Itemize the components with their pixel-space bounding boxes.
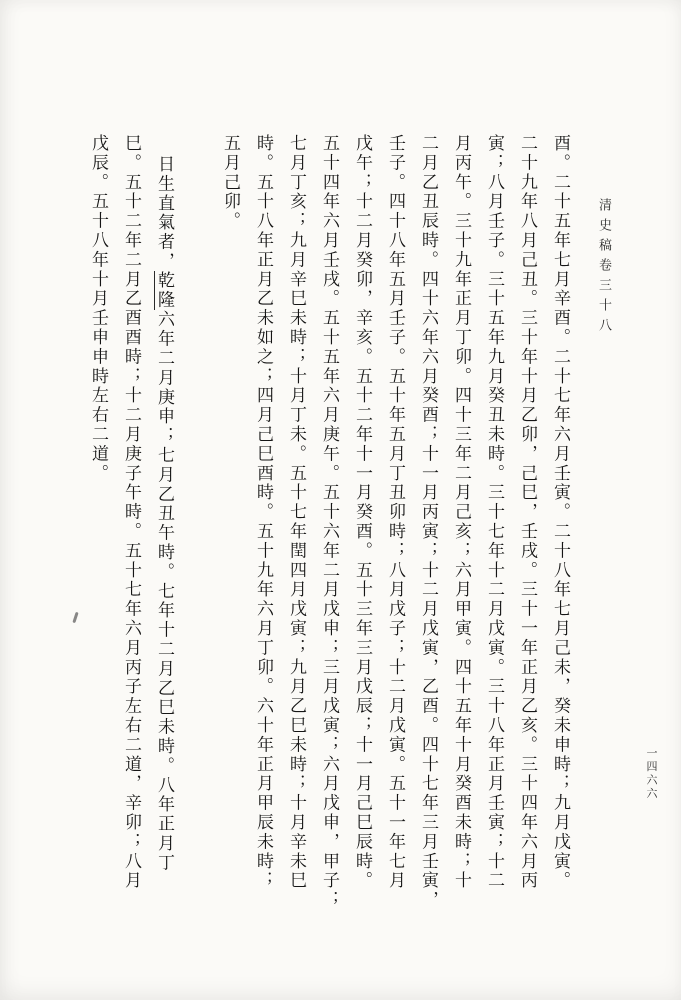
volume-title: 清史稿卷三十八: [597, 198, 612, 338]
text-column: 戊辰。五十八年十月壬申申時左右二道。: [89, 134, 108, 484]
page-number: 一四六六: [645, 747, 657, 801]
text-column: 五十四年六月壬戌。五十五年六月庚午。五十六年二月戊申；三月戊寅；六月戊申，甲子；: [320, 134, 339, 910]
text-column: 壬子。四十八年五月壬子。五十年五月丁丑卯時；八月戊子；十二月戊寅。五十一年七月: [386, 134, 405, 891]
paragraph-start-column: [148, 134, 181, 947]
era-name-proper-noun-mark: 乾隆: [155, 271, 174, 311]
text-column: 二月乙丑辰時。四十六年六月癸酉；十一月丙寅；十二月戊寅，乙酉。四十七年三月壬寅，: [419, 134, 438, 910]
text-column: 二十九年八月己丑。三十年十月乙卯，己巳，壬戌。三十一年正月乙亥。三十四年六月丙: [518, 134, 537, 891]
scan-artifact-speck: [72, 612, 78, 623]
text-column: 時。五十八年正月乙未如之；四月己巳酉時。五十九年六月丁卯。六十年正月甲辰未時；: [254, 134, 273, 891]
text-column: 巳。五十二年二月乙酉酉時；十二月庚子午時。五十七年六月丙子左右二道，辛卯；八月: [122, 134, 141, 891]
text-column: 五月己卯。: [221, 134, 240, 231]
paragraph-lead-text: 日生直氣者，: [155, 155, 174, 272]
paragraph-gap: [181, 134, 214, 926]
text-column: 戊午；十二月癸卯，辛亥。五十二年十一月癸酉。五十三年三月戊辰；十一月己巳辰時。: [353, 134, 372, 891]
paragraph-continuation-text: 六年二月庚申；七月乙丑午時。七年十二月乙巳未時。八年正月丁: [155, 310, 174, 873]
main-text-block: [82, 134, 577, 926]
text-column: 酉。二十五年七月辛酉。二十七年六月壬寅。二十八年七月己未，癸未申時；九月戊寅。: [551, 134, 570, 891]
text-column: 七月丁亥；九月辛巳未時；十月丁未。五十七年閏四月戊寅；九月乙巳未時；十月辛未巳: [287, 134, 306, 891]
text-column: 月丙午。三十九年正月丁卯。四十三年二月己亥；六月甲寅。四十五年十月癸酉未時；十: [452, 134, 471, 891]
text-column: 寅；八月壬子。三十五年九月癸丑未時。三十七年十二月戊寅。三十八年正月壬寅；十二: [485, 134, 504, 891]
